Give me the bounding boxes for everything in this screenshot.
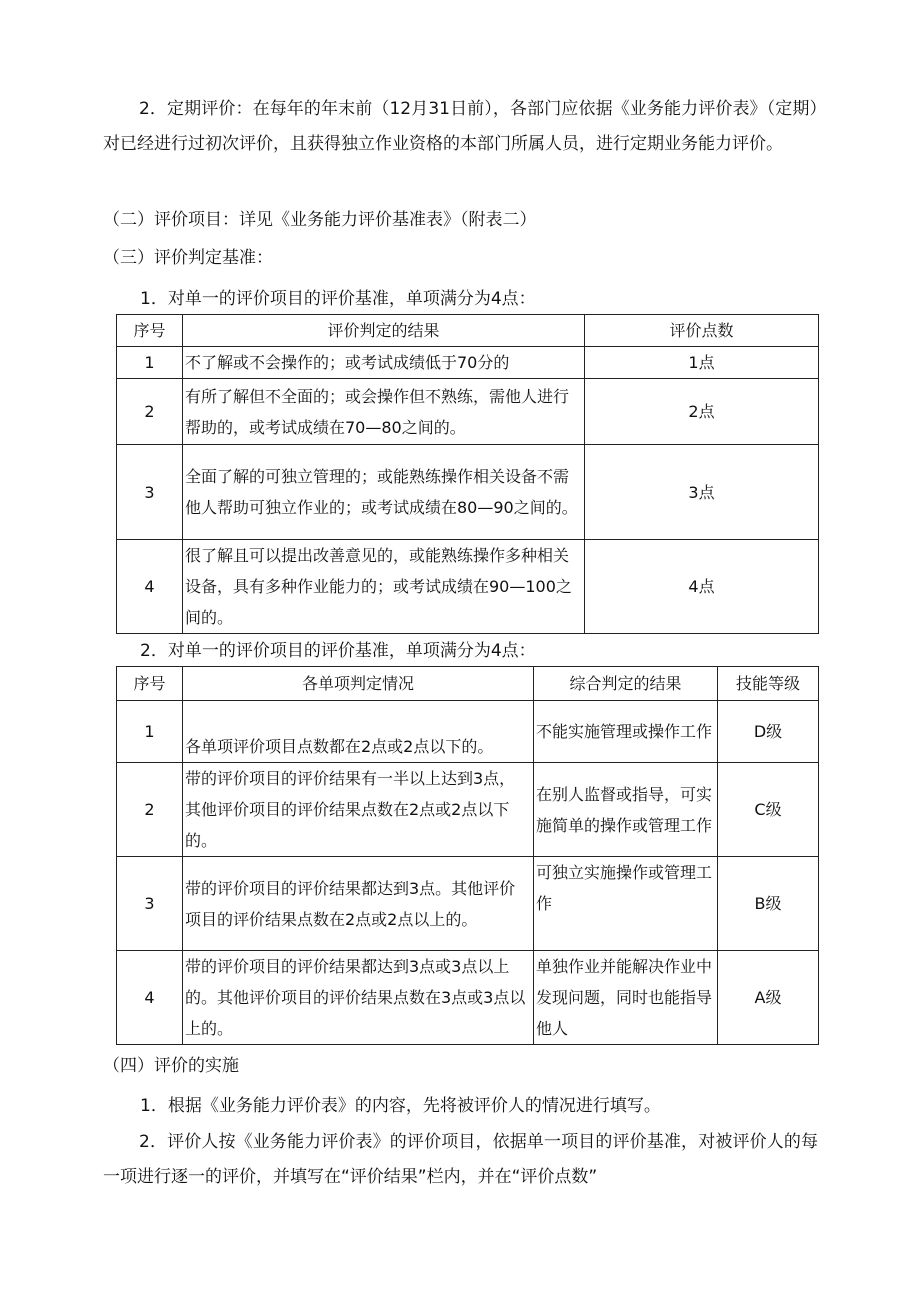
result-cell: 有所了解但不全面的；或会操作但不熟练，需他人进行帮助的，或考试成绩在70—80之间的。 <box>183 379 585 445</box>
column-header: 序号 <box>117 315 183 347</box>
table-header-row <box>117 667 819 701</box>
situation-cell: 带的评价项目的评价结果有一半以上达到3点，其他评价项目的评价结果点数在2点或2点以下的。 <box>183 763 534 857</box>
table-row <box>117 540 819 634</box>
table-row <box>117 951 819 1045</box>
table-header-row <box>117 315 819 347</box>
row-number: 1 <box>117 701 183 763</box>
row-number: 1 <box>117 347 183 379</box>
row-number: 4 <box>117 951 183 1045</box>
situation-cell: 带的评价项目的评价结果都达到3点。其他评价项目的评价结果点数在2点或2点以上的。 <box>183 857 534 951</box>
overall-result-cell: 不能实施管理或操作工作 <box>534 701 718 763</box>
table-row <box>117 763 819 857</box>
result-cell: 全面了解的可独立管理的；或能熟练操作相关设备不需他人帮助可独立作业的；或考试成绩在80—90之间的。 <box>183 445 585 540</box>
skill-level-table <box>116 666 819 1045</box>
column-header: 各单项判定情况 <box>183 667 534 701</box>
column-header: 技能等级 <box>718 667 819 701</box>
result-cell: 很了解且可以提出改善意见的，或能熟练操作多种相关设备，具有多种作业能力的；或考试成绩在90—100之间的。 <box>183 540 585 634</box>
row-number: 3 <box>117 857 183 951</box>
subheading-skill-level-criteria: 2．对单一的评价项目的评价基准，单项满分为4点： <box>140 641 536 661</box>
table-row <box>117 701 819 763</box>
row-number: 4 <box>117 540 183 634</box>
situation-cell: 带的评价项目的评价结果都达到3点或3点以上的。其他评价项目的评价结果点数在3点或3点以上的。 <box>183 951 534 1045</box>
points-cell: 1点 <box>585 347 819 379</box>
column-header: 评价判定的结果 <box>183 315 585 347</box>
row-number: 2 <box>117 379 183 445</box>
implementation-step-2: 2．评价人按《业务能力评价表》的评价项目，依据单一项目的评价基准，对被评价人的每一项进行逐一的评价，并填写在“评价结果”栏内，并在“评价点数” <box>103 1132 818 1187</box>
heading-evaluation-criteria: （三）评价判定基准： <box>103 248 273 268</box>
skill-level-cell: C级 <box>718 763 819 857</box>
table-row <box>117 379 819 445</box>
heading-evaluation-items: （二）评价项目：详见《业务能力评价基准表》（附表二） <box>103 210 537 230</box>
overall-result-cell: 可独立实施操作或管理工作 <box>534 857 718 951</box>
table-row <box>117 445 819 540</box>
skill-level-cell: A级 <box>718 951 819 1045</box>
result-cell: 不了解或不会操作的；或考试成绩低于70分的 <box>183 347 585 379</box>
points-cell: 4点 <box>585 540 819 634</box>
column-header: 评价点数 <box>585 315 819 347</box>
table-row <box>117 347 819 379</box>
implementation-step-1: 1．根据《业务能力评价表》的内容，先将被评价人的情况进行填写。 <box>140 1096 661 1116</box>
overall-result-cell: 单独作业并能解决作业中发现问题，同时也能指导他人 <box>534 951 718 1045</box>
points-cell: 2点 <box>585 379 819 445</box>
row-number: 2 <box>117 763 183 857</box>
overall-result-cell: 在别人监督或指导，可实施简单的操作或管理工作 <box>534 763 718 857</box>
row-number: 3 <box>117 445 183 540</box>
column-header: 综合判定的结果 <box>534 667 718 701</box>
points-criteria-table <box>116 314 819 634</box>
skill-level-cell: D级 <box>718 701 819 763</box>
heading-evaluation-implementation: （四）评价的实施 <box>103 1056 239 1076</box>
points-cell: 3点 <box>585 445 819 540</box>
situation-cell: 各单项评价项目点数都在2点或2点以下的。 <box>183 701 534 763</box>
paragraph-periodic-evaluation: 2．定期评价：在每年的年末前（12月31日前），各部门应依据《业务能力评价表》（定期）对已经进行过初次评价，且获得独立作业资格的本部门所属人员，进行定期业务能力评价。 <box>103 99 818 154</box>
table-row <box>117 857 819 951</box>
skill-level-cell: B级 <box>718 857 819 951</box>
subheading-single-item-criteria: 1．对单一的评价项目的评价基准，单项满分为4点： <box>140 289 536 309</box>
column-header: 序号 <box>117 667 183 701</box>
